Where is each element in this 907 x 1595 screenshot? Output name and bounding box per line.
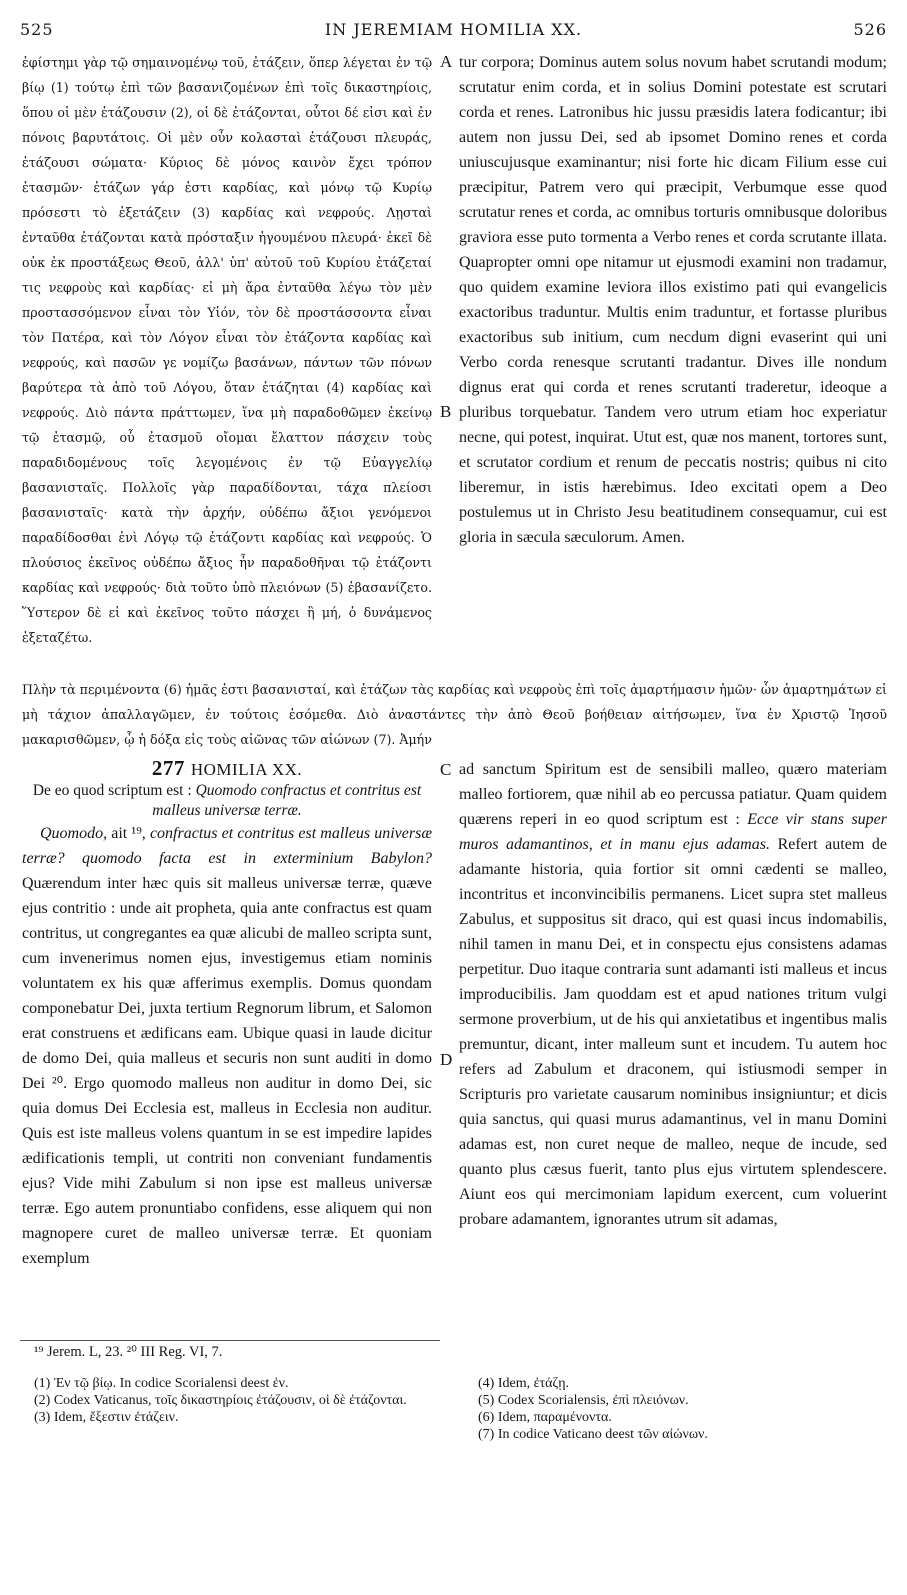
footnote-rule (20, 1340, 440, 1341)
homily-right-column (459, 757, 887, 1332)
marker-c: C (440, 760, 452, 779)
homily-subtitle-prefix: De eo quod scriptum est : (32, 782, 196, 799)
running-header (20, 20, 887, 44)
marker-a: A (440, 52, 453, 71)
latin-column-top: tur corpora; Dominus autem solus novum habet scrutandi modum; scrutatur enim corda, et in solius Domini potestate est scrutari corda et renes. Latronibus hic jussu præsidis latera fodicantur; ibi autem non jussu Dei, sed ab ipsomet Domino renes et corda uniuscujusque examinantur; nisi forte hic dicam Filium esse cui præcipitur, Patrem vero qui præcipit, Verbumque esse quod scrutatur renes et corda, ac omnibus torturis omnibusque doloribus graviora esse puto tormenta a Verbo renes et corda scrutante illata. Quapropter omni ope nitamur ut ejusmodi examini non tradamur, quo quidem examine leviora illos existimo pati qui evangelicis exactoribus traduntur. Multis enim traduntur, et fortasse pluribus exactoribus sub initium, cum necdum digni evaserint qui uni Verbo corda renesque scrutanti tradantur. Dives ille nondum dignus erat qui corda et renes scrutanti traderetur, ideoque a pluribus torquebatur. Tandem vero utrum etiam hoc experiatur necne, qui potest, inquirat. Utut est, quæ nos manent, tortores sunt, et scrutator cordium et renum de peccatis nostris; quibus ni cito liberemur, in istis hærebimus. Ideo excitati opem a Deo postulemus ut in Christo Jesu beatitudinem consequamur, cui est gloria in sæcula sæculorum. Amen. (459, 54, 887, 546)
left-page-number: 525 (20, 20, 54, 39)
footnote-3: (3) Idem, ἔξεστιν ἐτάζειν. (34, 1410, 179, 1425)
marker-b: B (440, 402, 452, 421)
homily-number: 277 (151, 757, 185, 780)
homily-heading (22, 757, 432, 781)
quote-ecce-vir: Ecce vir stans super muros adamantinos, et in manu ejus adamas. (459, 811, 887, 853)
footnote-6: (6) Idem, παραμένοντα. (478, 1410, 612, 1425)
footnote-2: (2) Codex Vaticanus, τοῖς δικαστηρίοις ἐτάζουσιν, οἱ δὲ ἐτάζονται. (34, 1393, 407, 1408)
homily-title: HOMILIA XX. (190, 760, 303, 779)
scripture-footnotes: ¹⁹ Jerem. L, 23. ²⁰ III Reg. VI, 7. (34, 1344, 223, 1360)
homily-subtitle-italic: Quomodo confractus et contritus est malleus universæ terræ. (152, 782, 422, 819)
footnotes-right (478, 1375, 883, 1443)
footnotes-left (34, 1375, 439, 1426)
homily-left-column (22, 757, 432, 1332)
right-page-number: 526 (853, 20, 887, 39)
quote-quomodo: Quomodo, (40, 825, 108, 842)
quote-confractus: confractus et contritus est malleus universæ terræ? quomodo facta est in exterminium Babylon? (22, 825, 432, 867)
text-right-a: ad sanctum Spiritum est de sensibili malleo, quæro materiam malleo fortiorem, quæ nihil ab eo percussa patiatur. Quam quidem quærens reperi in eo quod scriptum est : (459, 761, 887, 828)
running-title: IN JEREMIAM HOMILIA XX. (324, 20, 583, 39)
text-ait: ait ¹⁹, (107, 825, 150, 842)
marker-d: D (440, 1050, 453, 1069)
footnote-5: (5) Codex Scorialensis, ἐπὶ πλειόνων. (478, 1393, 689, 1408)
greek-column: ἐφίστημι γὰρ τῷ σημαινομένῳ τοῦ, ἐτάζειν, ὅπερ λέγεται ἐν τῷ βίῳ (1) τούτῳ ἐπὶ τῶν βασανιζομένων ἐπὶ τοῖς δικαστηρίοις, ὅπου οἱ μὲν ἐτάζουσιν (2), οἱ δὲ ἐτάζονται, οὗτοι δέ εἰσι καὶ ἐν πόνοις βαρυτάτοις. Οἱ μὲν οὖν κολασταὶ ἐτάζουσι πλευράς, ἐτάζουσι σώματα· Κύριος δὲ μόνος καινὸν ἔχει τρόπον ἐτασμῶν· ἐτάζων γάρ ἐστι καρδίας, καὶ μόνῳ τῷ Κυρίῳ πρόσεστι τὸ ἐξετάζειν (3) καρδίας καὶ νεφρούς. Λῃσταὶ ἐνταῦθα ἐτάζονται κατὰ πρόσταξιν ἡγουμένου πλευρά· ἐκεῖ δὲ οὐκ ἐκ προστάξεως Θεοῦ, ἀλλ' ὑπ' αὐτοῦ τοῦ Κυρίου ἐτάζεταί τις νεφροὺς καὶ καρδίας· εἰ μὴ ἄρα ἐνταῦθα λέγω τὸν μὲν προστασσόμενον εἶναι τὸν Υἱόν, τὸν δὲ προστάσσοντα εἶναι τὸν Πατέρα, καὶ τὸν Λόγον εἶναι τὸν ἐτάζοντα καρδίας καὶ νεφρούς, καὶ πασῶν γε νομίζω βασάνων, πάντων τῶν πόνων βαρύτερα τὰ ἀπὸ τοῦ Λόγου, ὅταν ἐτάζηται (4) καρδίας καὶ νεφρούς. Διὸ πάντα πράττωμεν, ἵνα μὴ παραδοθῶμεν ἐκείνῳ τῷ ἐτασμῷ, οὗ ἐτασμοῦ οἴομαι ἔλαττον πάσχειν τοὺς παραδιδομένους τοῖς λεγομένοις ἐν τῷ Εὐαγγελίῳ βασανισταῖς. Πολλοῖς γὰρ παραδίδονται, τάχα πλείοσι βασανισταῖς· κατὰ τὴν ἀρχήν, οὐδέπω ἄξιοι γενόμενοι παραδίδοσθαι ἑνὶ Λόγῳ τῷ ἐτάζοντι καρδίας καὶ νεφρούς. Ὁ πλούσιος ἐκεῖνος οὐδέπω ἄξιος ἦν παραδοθῆναι τῷ ἐτάζοντι καρδίας καὶ νεφρούς· διὰ τοῦτο ὑπὸ πλειόνων (5) ἐβασανίζετο. Ὕστερον δὲ εἰ καὶ ἐκεῖνος τοῦτο πάσχει ἢ μή, ὁ δυνάμενος ἐξεταζέτω. (22, 55, 432, 645)
text-body-left: Quærendum inter hæc quis sit malleus universæ terræ, quæve ejus contritio : unde ait propheta, quia ante confractus est quam contritus, ut congregantes ea quæ alicubi de malleo scripta sunt, cum invenerimus nomen ejus, investigemus etiam nominis voluntatem ex his quæ afferimus exemplis. Domus quondam componebatur Dei, juxta tertium Regnorum librum, et Salomon erat construens et ædificans eam. Ubique quasi in laude dicitur de domo Dei, quia malleus et securis non sunt auditi in domo Dei ²⁰. Ergo quomodo malleus non auditur in domo Dei, sic quia domus Dei Ecclesia est, malleus in Ecclesia non auditur. Quis est iste malleus volens quantum in se est impedire lapides ædificationis templi, ut contriti non conveniant fundamentis ejus? Vide mihi Zabulum si non ipse est malleus universæ terræ. Ego autem pronuntiabo confidens, esse aliquem qui non magnopere curet de malleo universæ terræ. Et quoniam exemplum (22, 875, 432, 1267)
text-right-b: Refert autem de adamante historia, quia fortior sit omni cædenti se malleo, incontritus et inconvincibilis permanens. Licet supra stet malleus Zabulus, et suppositus sit draco, qui est quasi incus indomabilis, nihil tamen in manu Dei, et in conspectu ejus consistens adamas perpetitur. Duo itaque contraria sunt adamanti isti malleus et incus improducibilis. Jam quoddam est et apud nationes tritum vulgi sermone proverbium, ut de his qui anxietatibus et ingentibus malis premuntur, dicant, inter malleum sunt et incudem. Tu autem hoc refers ad Zabulum et draconem, qui istiusmodi semper in Scripturis pro varietate causarum nominibus insigniuntur; et dicis quia sanctus, qui quasi murus adamantinus, vel in manu Domini adamas est, non curet neque de malleo, neque de incude, sed quanto plus cæsus fuerit, tanto plus ejus virtutem splendescere. Aiunt eos qui mercimoniam lapidum exercent, cum voluerint probare adamantem, ignorantes utrum sit adamas, (459, 836, 887, 1228)
greek-conclusion: Πλὴν τὰ περιμένοντα (6) ἡμᾶς ἐστι βασανισταί, καὶ ἐτάζων τὰς καρδίας καὶ νεφροὺς ἐπὶ τοῖς ἁμαρτήμασιν ἡμῶν· ὧν ἁμαρτημάτων εἰ μὴ τάχιον ἀπαλλαγῶμεν, ἐν τούτοις ἐσόμεθα. Διὸ ἀναστάντες τὴν ἀπὸ Θεοῦ βοήθειαν αἰτήσωμεν, ἵνα ἐν Χριστῷ Ἰησοῦ μακαρισθῶμεν, ᾧ ἡ δόξα εἰς τοὺς αἰῶνας τῶν αἰώνων (7). Ἀμήν (22, 682, 887, 747)
footnote-7: (7) In codice Vaticano deest τῶν αἰώνων. (478, 1427, 708, 1442)
footnote-4: (4) Idem, ἐτάζῃ. (478, 1376, 570, 1391)
homily-right-paragraph (459, 757, 887, 1232)
homily-subtitle (22, 781, 432, 821)
footnote-1: (1) Ἐν τῷ βίῳ. In codice Scorialensi deest ἐν. (34, 1376, 289, 1391)
homily-paragraph (22, 821, 432, 1271)
